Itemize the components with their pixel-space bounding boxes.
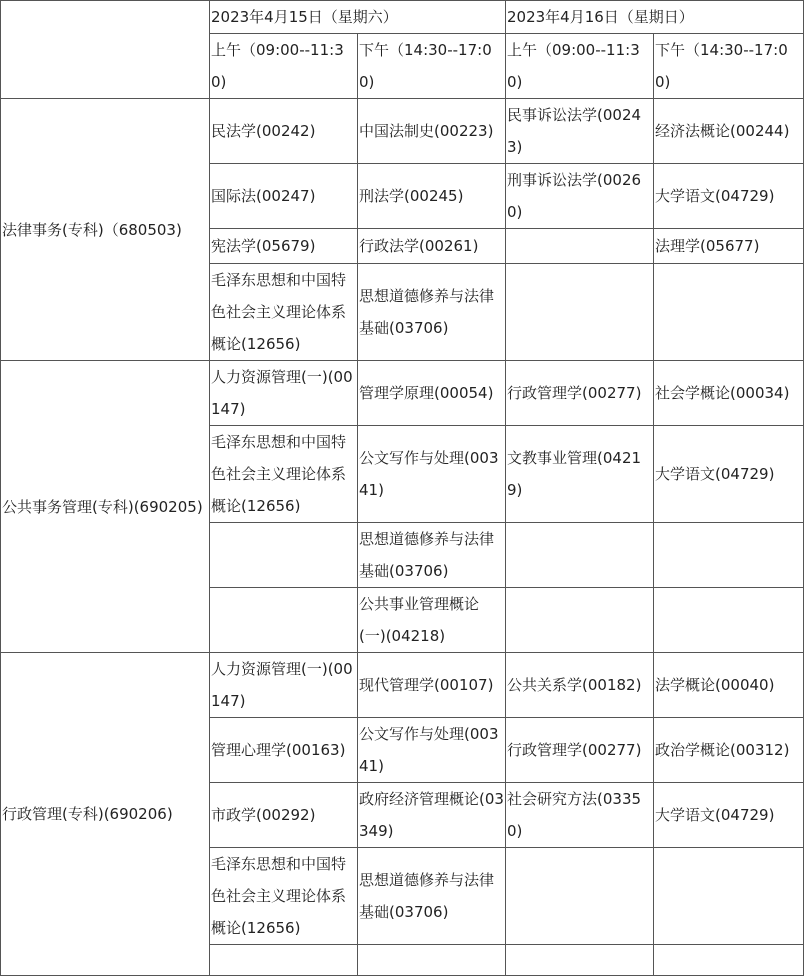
course-cell: 毛泽东思想和中国特色社会主义理论体系概论(12656): [210, 426, 358, 523]
course-cell: 思想道德修养与法律基础(03706): [358, 523, 506, 588]
course-cell: 大学语文(04729): [654, 164, 804, 229]
course-cell: [210, 523, 358, 588]
course-cell: 大学语文(04729): [654, 426, 804, 523]
course-cell: [506, 588, 654, 653]
session-cell: 下午（14:30--17:00): [358, 34, 506, 99]
course-cell: 法理学(05677): [654, 229, 804, 264]
course-cell: [506, 848, 654, 945]
course-cell: 文教事业管理(04219): [506, 426, 654, 523]
course-cell: 政治学概论(00312): [654, 718, 804, 783]
major-name-cell: 公共事务管理(专科)(690205): [1, 361, 210, 653]
course-cell: 行政法学(00261): [358, 229, 506, 264]
table-row: [1, 361, 804, 426]
course-cell: 大学语文(04729): [654, 783, 804, 848]
course-cell: 经济法概论(00244): [654, 99, 804, 164]
course-cell: [210, 945, 358, 976]
course-cell: 公共事业管理概论(一)(04218): [358, 588, 506, 653]
course-cell: 毛泽东思想和中国特色社会主义理论体系概论(12656): [210, 264, 358, 361]
course-cell: 宪法学(05679): [210, 229, 358, 264]
course-cell: 公文写作与处理(00341): [358, 718, 506, 783]
course-cell: 思想道德修养与法律基础(03706): [358, 848, 506, 945]
course-cell: 民法学(00242): [210, 99, 358, 164]
course-cell: 刑法学(00245): [358, 164, 506, 229]
table-row: [1, 99, 804, 164]
course-cell: 国际法(00247): [210, 164, 358, 229]
course-cell: [506, 229, 654, 264]
corner-cell: [1, 1, 210, 99]
date-cell: 2023年4月15日（星期六）: [210, 1, 506, 34]
course-cell: [506, 523, 654, 588]
course-cell: 思想道德修养与法律基础(03706): [358, 264, 506, 361]
course-cell: 民事诉讼法学(00243): [506, 99, 654, 164]
table-row: [1, 653, 804, 718]
course-cell: 行政管理学(00277): [506, 361, 654, 426]
course-cell: 现代管理学(00107): [358, 653, 506, 718]
course-cell: 刑事诉讼法学(00260): [506, 164, 654, 229]
course-cell: 毛泽东思想和中国特色社会主义理论体系概论(12656): [210, 848, 358, 945]
course-cell: 社会研究方法(03350): [506, 783, 654, 848]
course-cell: 市政学(00292): [210, 783, 358, 848]
date-header-row: [1, 1, 804, 34]
course-cell: [506, 264, 654, 361]
course-cell: [654, 523, 804, 588]
course-cell: 公共关系学(00182): [506, 653, 654, 718]
course-cell: 中国法制史(00223): [358, 99, 506, 164]
course-cell: [506, 945, 654, 976]
course-cell: [654, 588, 804, 653]
course-cell: [358, 945, 506, 976]
course-cell: 政府经济管理概论(03349): [358, 783, 506, 848]
course-cell: [210, 588, 358, 653]
course-cell: [654, 848, 804, 945]
date-cell: 2023年4月16日（星期日）: [506, 1, 804, 34]
course-cell: 人力资源管理(一)(00147): [210, 653, 358, 718]
session-cell: 上午（09:00--11:30): [506, 34, 654, 99]
course-cell: [654, 945, 804, 976]
session-cell: 上午（09:00--11:30): [210, 34, 358, 99]
major-name-cell: 法律事务(专科)（680503): [1, 99, 210, 361]
course-cell: 管理心理学(00163): [210, 718, 358, 783]
major-name-cell: 行政管理(专科)(690206): [1, 653, 210, 976]
course-cell: 行政管理学(00277): [506, 718, 654, 783]
session-cell: 下午（14:30--17:00): [654, 34, 804, 99]
course-cell: 社会学概论(00034): [654, 361, 804, 426]
course-cell: 公文写作与处理(00341): [358, 426, 506, 523]
course-cell: 法学概论(00040): [654, 653, 804, 718]
course-cell: 人力资源管理(一)(00147): [210, 361, 358, 426]
course-cell: 管理学原理(00054): [358, 361, 506, 426]
course-cell: [654, 264, 804, 361]
